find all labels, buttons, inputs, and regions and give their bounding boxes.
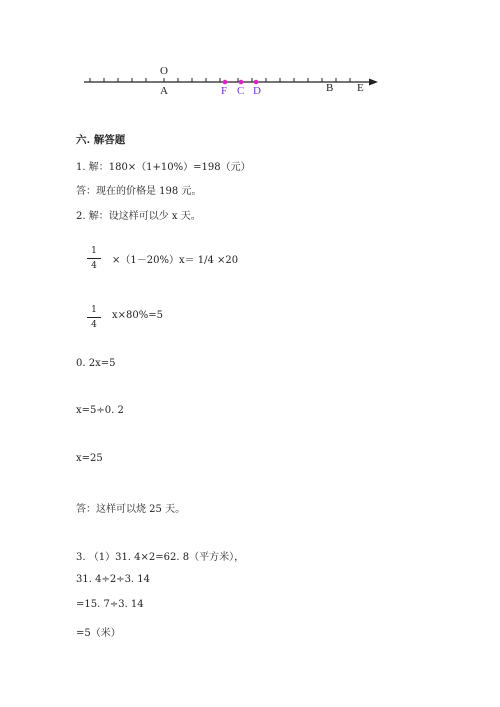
label-B: B [326, 82, 334, 94]
label-O: O [160, 65, 168, 77]
q3-line2: 31. 4÷2÷3. 14 [76, 574, 151, 585]
q2-eq1: ×（1－20%）x＝ 1/4 ×20 [112, 255, 239, 266]
fraction-numerator: 1 [91, 305, 97, 315]
q2-eq2-fraction [87, 304, 101, 331]
fraction-bar [87, 317, 101, 318]
q2-eq5: x=25 [76, 453, 103, 464]
q2-eq3: 0. 2x=5 [76, 358, 116, 369]
label-C: C [237, 85, 245, 97]
label-E: E [357, 82, 364, 94]
label-A: A [160, 85, 168, 97]
q1-answer: 答：现在的价格是 198 元。 [76, 186, 202, 197]
q3-line3: =15. 7÷3. 14 [76, 599, 144, 610]
number-line [80, 62, 385, 98]
point-C [239, 80, 244, 85]
q2-eq1-fraction [87, 245, 101, 272]
q2-setup: 2. 解：设这样可以少 x 天。 [76, 211, 201, 222]
q2-answer: 答：这样可以烧 25 天。 [76, 504, 186, 515]
arrow-right-icon [369, 79, 378, 86]
q2-eq4: x=5÷0. 2 [76, 405, 124, 416]
fraction-denominator: 4 [91, 320, 97, 330]
q3-line1: 3. （1）31. 4×2=62. 8（平方米）， [76, 552, 245, 563]
label-D: D [253, 85, 261, 97]
point-D [254, 80, 259, 85]
section-title: 六. 解答题 [76, 134, 126, 146]
fraction-denominator: 4 [91, 261, 97, 271]
axis-line [84, 79, 378, 86]
q3-line4: =5（米） [76, 628, 121, 639]
point-F [223, 80, 228, 85]
q1-solution: 1. 解：180×（1+10%）=198（元） [76, 162, 251, 173]
label-F: F [221, 85, 228, 97]
fraction-numerator: 1 [91, 246, 97, 256]
fraction-bar [87, 258, 101, 259]
q2-eq2: x×80%=5 [112, 310, 163, 321]
